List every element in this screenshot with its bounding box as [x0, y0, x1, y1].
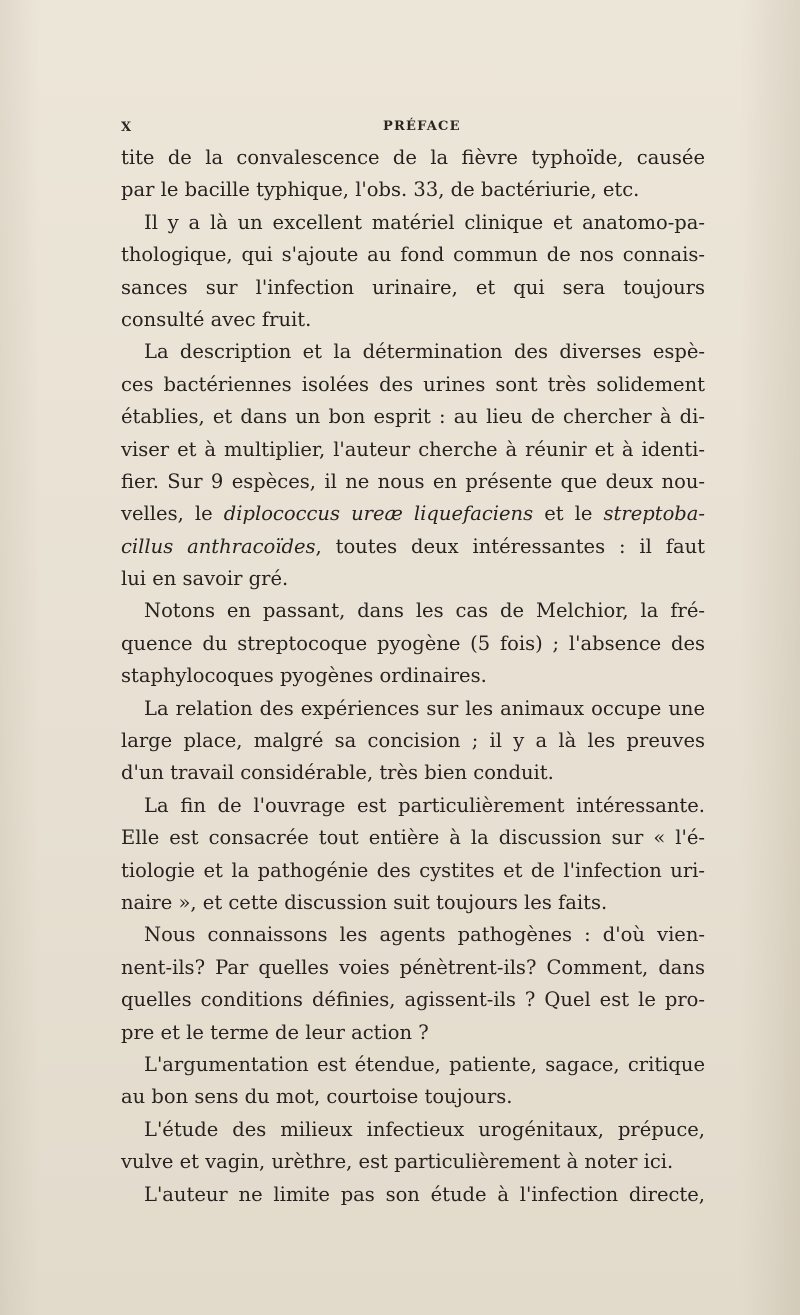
text-line: Nous connaissons les agents pathogènes : d'où vien-: [144, 923, 705, 947]
text-line: nent-ils? Par quelles voies pénètrent-ils? Comment, dans: [121, 955, 705, 979]
species-name: cillus anthracoïdes: [121, 534, 316, 558]
text-line: velles, le diplococcus ureæ liquefaciens et le streptoba-: [121, 502, 706, 526]
text-line: L'auteur ne limite pas son étude à l'infection directe,: [144, 1182, 705, 1206]
text-line: naire », et cette discussion suit toujours les faits.: [121, 890, 608, 914]
text-line: cillus anthracoïdes, toutes deux intéressantes : il faut: [121, 534, 705, 558]
text-line: quence du streptocoque pyogène (5 fois) ; l'absence des: [121, 631, 705, 655]
text-line: établies, et dans un bon esprit : au lieu de chercher à di-: [121, 405, 705, 429]
text-line: par le bacille typhique, l'obs. 33, de bactériurie, etc.: [121, 178, 640, 202]
text-line: quelles conditions définies, agissent-ils ? Quel est le pro-: [121, 988, 705, 1012]
text-line: consulté avec fruit.: [121, 307, 312, 331]
species-name: diplococcus ureæ liquefaciens: [223, 502, 534, 526]
text-line: lui en savoir gré.: [121, 567, 289, 591]
text-line: staphylocoques pyogènes ordinaires.: [121, 664, 487, 688]
text-line: au bon sens du mot, courtoise toujours.: [121, 1085, 513, 1109]
text-line: Notons en passant, dans les cas de Melchior, la fré-: [144, 599, 705, 623]
body-text: [121, 142, 705, 1211]
text-line: Il y a là un excellent matériel clinique et anatomo-pa-: [144, 210, 705, 234]
text-line: La fin de l'ouvrage est particulièrement intéressante.: [144, 793, 705, 817]
running-title: PRÉFACE: [383, 119, 461, 134]
text-line: ces bactériennes isolées des urines sont très solidement: [121, 372, 705, 396]
text-line: L'argumentation est étendue, patiente, sagace, critique: [144, 1052, 705, 1076]
text-line: tiologie et la pathogénie des cystites et de l'infection uri-: [121, 858, 705, 882]
text-line: La description et la détermination des diverses espè-: [144, 340, 705, 364]
species-name: streptoba-: [603, 502, 706, 526]
text-line: thologique, qui s'ajoute au fond commun de nos connais-: [121, 243, 705, 267]
text-line: Elle est consacrée tout entière à la discussion sur « l'é-: [121, 826, 705, 850]
page-number: X: [121, 120, 133, 135]
text-line: large place, malgré sa concision ; il y a là les preuves: [121, 729, 705, 753]
text-line: fier. Sur 9 espèces, il ne nous en présente que deux nou-: [121, 469, 705, 493]
text-line: d'un travail considérable, très bien conduit.: [121, 761, 554, 785]
text-line: La relation des expériences sur les animaux occupe une: [144, 696, 705, 720]
text-line: vulve et vagin, urèthre, est particulièrement à noter ici.: [121, 1150, 674, 1174]
text-line: tite de la convalescence de la fièvre typhoïde, causée: [121, 146, 705, 169]
text-line: sances sur l'infection urinaire, et qui sera toujours: [121, 275, 705, 299]
text-line: L'étude des milieux infectieux urogénitaux, prépuce,: [144, 1117, 705, 1141]
text-line: viser et à multiplier, l'auteur cherche à réunir et à identi-: [121, 437, 705, 461]
text-line: pre et le terme de leur action ?: [121, 1020, 429, 1044]
